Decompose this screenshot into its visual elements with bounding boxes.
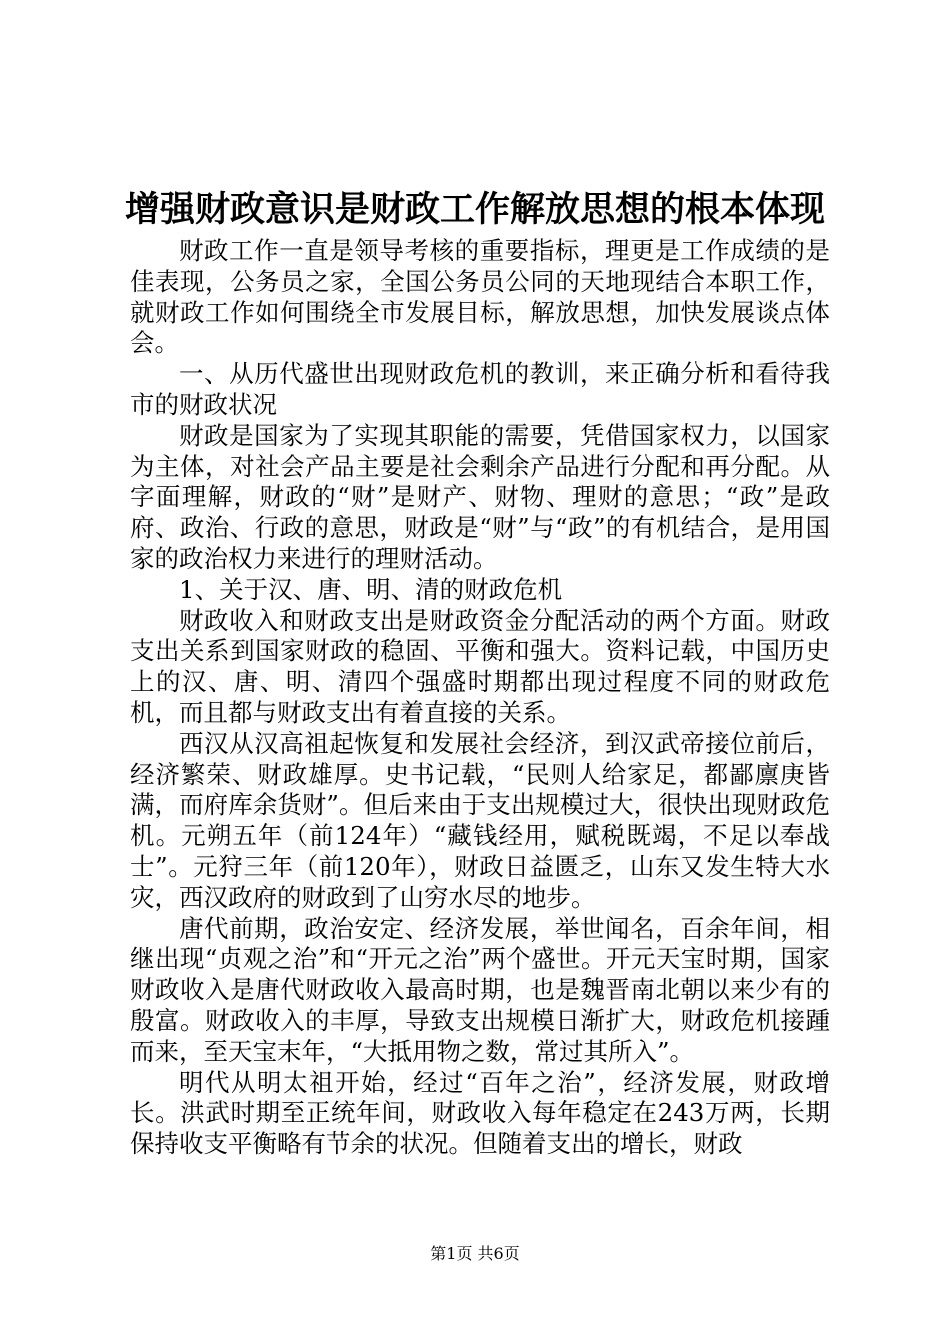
paragraph: 明代从明太祖开始，经过“百年之治”，经济发展，财政增长。洪武时期至正统年间，财政收入每年稳定在243万两，长期保持收支平衡略有节余的状况。但随着支出的增长，财政 — [130, 1067, 830, 1159]
page-footer: 第1页 共6页 — [430, 1244, 520, 1263]
section-heading: 一、从历代盛世出现财政危机的教训，来正确分析和看待我市的财政状况 — [130, 359, 830, 419]
document-title: 增强财政意识是财政工作解放思想的根本体现 — [124, 189, 825, 230]
paragraph: 财政收入和财政支出是财政资金分配活动的两个方面。财政支出关系到国家财政的稳固、平衡和强大。资料记载，中国历史上的汉、唐、明、清四个强盛时期都出现过程度不同的财政危机，而且都与财政支出有着直接的关系。 — [130, 605, 830, 727]
paragraph: 财政工作一直是领导考核的重要指标，理更是工作成绩的是佳表现，公务员之家，全国公务员公同的天地现结合本职工作，就财政工作如何围绕全市发展目标，解放思想，加快发展谈点体会。 — [130, 236, 830, 358]
paragraph: 唐代前期，政治安定、经济发展，举世闻名，百余年间，相继出现“贞观之治”和“开元之治”两个盛世。开元天宝时期，国家财政收入是唐代财政收入最高时期，也是魏晋南北朝以来少有的殷富。财政收入的丰厚，导致支出规模日渐扩大，财政危机接踵而来，至天宝末年，“大抵用物之数，常过其所入”。 — [130, 913, 830, 1066]
document-body — [130, 236, 830, 1160]
subsection-heading: 1、关于汉、唐、明、清的财政危机 — [179, 574, 563, 604]
paragraph: 财政是国家为了实现其职能的需要，凭借国家权力，以国家为主体，对社会产品主要是社会剩余产品进行分配和再分配。从字面理解，财政的“财”是财产、财物、理财的意思；“政”是政府、政治、行政的意思，财政是“财”与“政”的有机结合，是用国家的政治权力来进行的理财活动。 — [130, 420, 830, 573]
paragraph: 西汉从汉高祖起恢复和发展社会经济，到汉武帝接位前后，经济繁荣、财政雄厚。史书记载，“民则人给家足，都鄙廪庚皆满，而府库余货财”。但后来由于支出规模过大，很快出现财政危机。元朔五年（前124年）“藏钱经用，赋税既竭，不足以奉战士”。元狩三年（前120年），财政日益匮乏，山东又发生特大水灾，西汉政府的财政到了山穷水尽的地步。 — [130, 728, 830, 912]
